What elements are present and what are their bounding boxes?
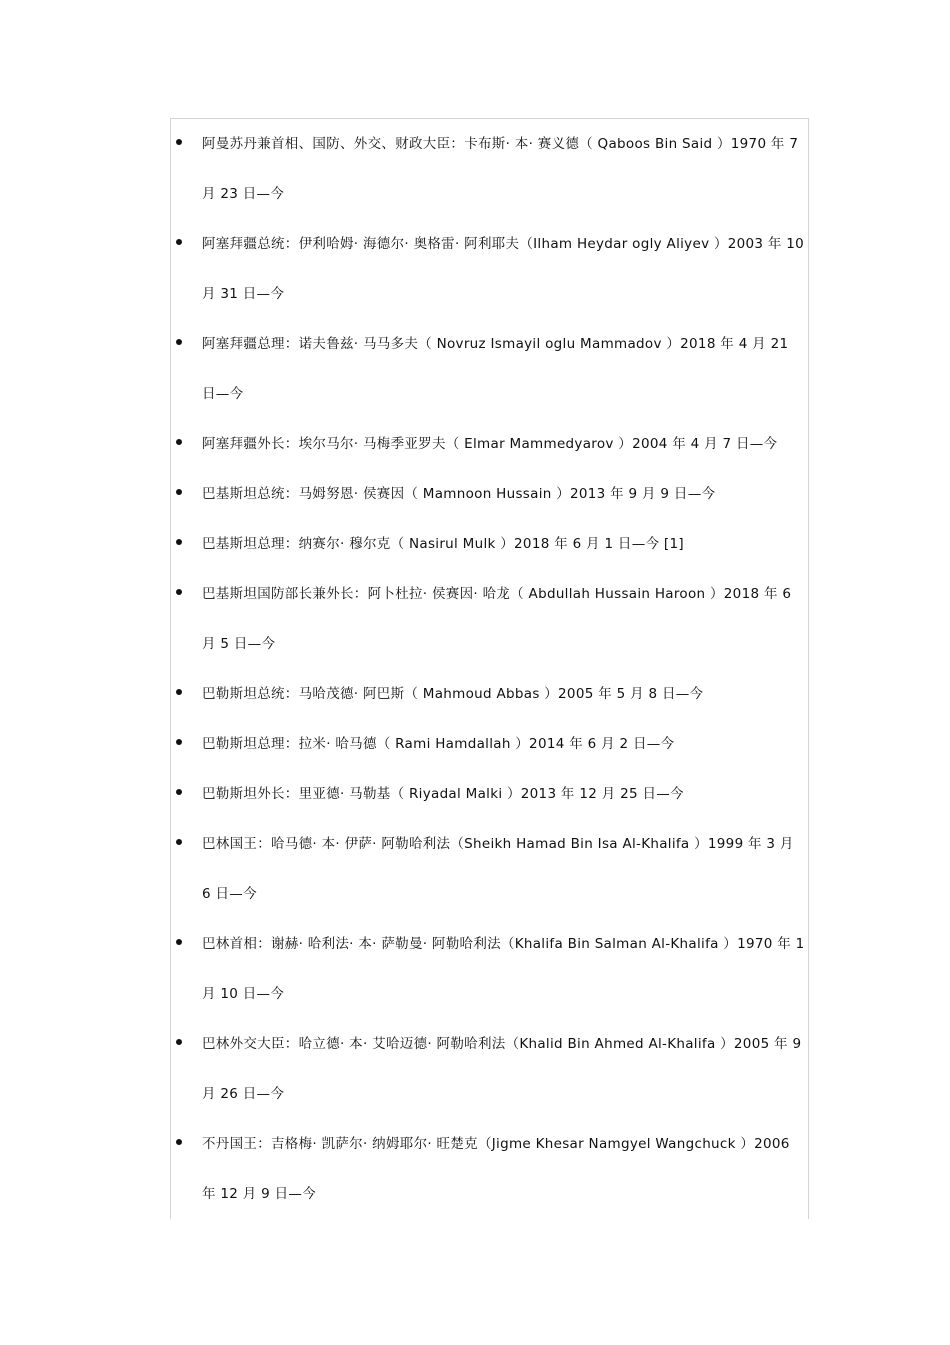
list-item xyxy=(171,669,808,719)
list-item-text: 巴勒斯坦总理：拉米· 哈马德（ Rami Hamdallah ）2014 年 6 月 2 日—今 xyxy=(202,736,675,752)
bullet-icon xyxy=(176,739,182,745)
list-item xyxy=(171,319,808,419)
bullet-icon xyxy=(176,1039,182,1045)
list-item xyxy=(171,219,808,319)
list-item xyxy=(171,569,808,669)
list-item-text: 巴基斯坦总统：马姆努恩· 侯赛因（ Mamnoon Hussain ）2013 年 9 月 9 日—今 xyxy=(202,486,716,502)
list-item-text: 巴勒斯坦总统：马哈茂德· 阿巴斯（ Mahmoud Abbas ）2005 年 5 月 8 日—今 xyxy=(202,686,704,702)
list-item-text: 阿塞拜疆总理：诺夫鲁兹· 马马多夫（ Novruz Ismayil oglu Mammadov ）2018 年 4 月 21 日—今 xyxy=(202,336,789,402)
list-item-text: 巴林国王：哈马德· 本· 伊萨· 阿勒哈利法（Sheikh Hamad Bin Isa Al-Khalifa ）1999 年 3 月 6 日—今 xyxy=(202,836,794,902)
list-item xyxy=(171,1019,808,1119)
list-item xyxy=(171,819,808,919)
list-item xyxy=(171,719,808,769)
list-item xyxy=(171,419,808,469)
bullet-icon xyxy=(176,939,182,945)
list-item xyxy=(171,919,808,1019)
bullet-icon xyxy=(176,789,182,795)
list-item-text: 阿塞拜疆外长：埃尔马尔· 马梅季亚罗夫（ Elmar Mammedyarov ）2004 年 4 月 7 日—今 xyxy=(202,436,778,452)
bullet-icon xyxy=(176,439,182,445)
bullet-icon xyxy=(176,689,182,695)
list-item-text: 阿曼苏丹兼首相、国防、外交、财政大臣：卡布斯· 本· 赛义德（ Qaboos Bin Said ）1970 年 7 月 23 日—今 xyxy=(202,136,799,202)
list-item-text: 巴勒斯坦外长：里亚德· 马勒基（ Riyadal Malki ）2013 年 12 月 25 日—今 xyxy=(202,786,684,802)
list-item xyxy=(171,1119,808,1219)
list-item xyxy=(171,769,808,819)
bullet-icon xyxy=(176,589,182,595)
list-item xyxy=(171,519,808,569)
document-frame xyxy=(170,118,809,1219)
bullet-icon xyxy=(176,539,182,545)
bullet-icon xyxy=(176,839,182,845)
list-item-text: 阿塞拜疆总统：伊利哈姆· 海德尔· 奥格雷· 阿利耶夫（Ilham Heydar ogly Aliyev ）2003 年 10 月 31 日—今 xyxy=(202,236,805,302)
bullet-icon xyxy=(176,489,182,495)
list-item xyxy=(171,469,808,519)
list-item-text: 巴基斯坦总理：纳赛尔· 穆尔克（ Nasirul Mulk ）2018 年 6 月 1 日—今 [1] xyxy=(202,536,684,552)
leaders-list xyxy=(171,119,808,1219)
list-item-text: 巴林外交大臣：哈立德· 本· 艾哈迈德· 阿勒哈利法（Khalid Bin Ahmed Al-Khalifa ）2005 年 9 月 26 日—今 xyxy=(202,1036,802,1102)
list-item-text: 不丹国王：吉格梅· 凯萨尔· 纳姆耶尔· 旺楚克（Jigme Khesar Namgyel Wangchuck ）2006 年 12 月 9 日—今 xyxy=(202,1136,790,1202)
bullet-icon xyxy=(176,339,182,345)
list-item-text: 巴林首相：谢赫· 哈利法· 本· 萨勒曼· 阿勒哈利法（Khalifa Bin Salman Al-Khalifa ）1970 年 1 月 10 日—今 xyxy=(202,936,805,1002)
list-item-text: 巴基斯坦国防部长兼外长：阿卜杜拉· 侯赛因· 哈龙（ Abdullah Hussain Haroon ）2018 年 6 月 5 日—今 xyxy=(202,586,792,652)
bullet-icon xyxy=(176,139,182,145)
bullet-icon xyxy=(176,1139,182,1145)
list-item xyxy=(171,119,808,219)
bullet-icon xyxy=(176,239,182,245)
